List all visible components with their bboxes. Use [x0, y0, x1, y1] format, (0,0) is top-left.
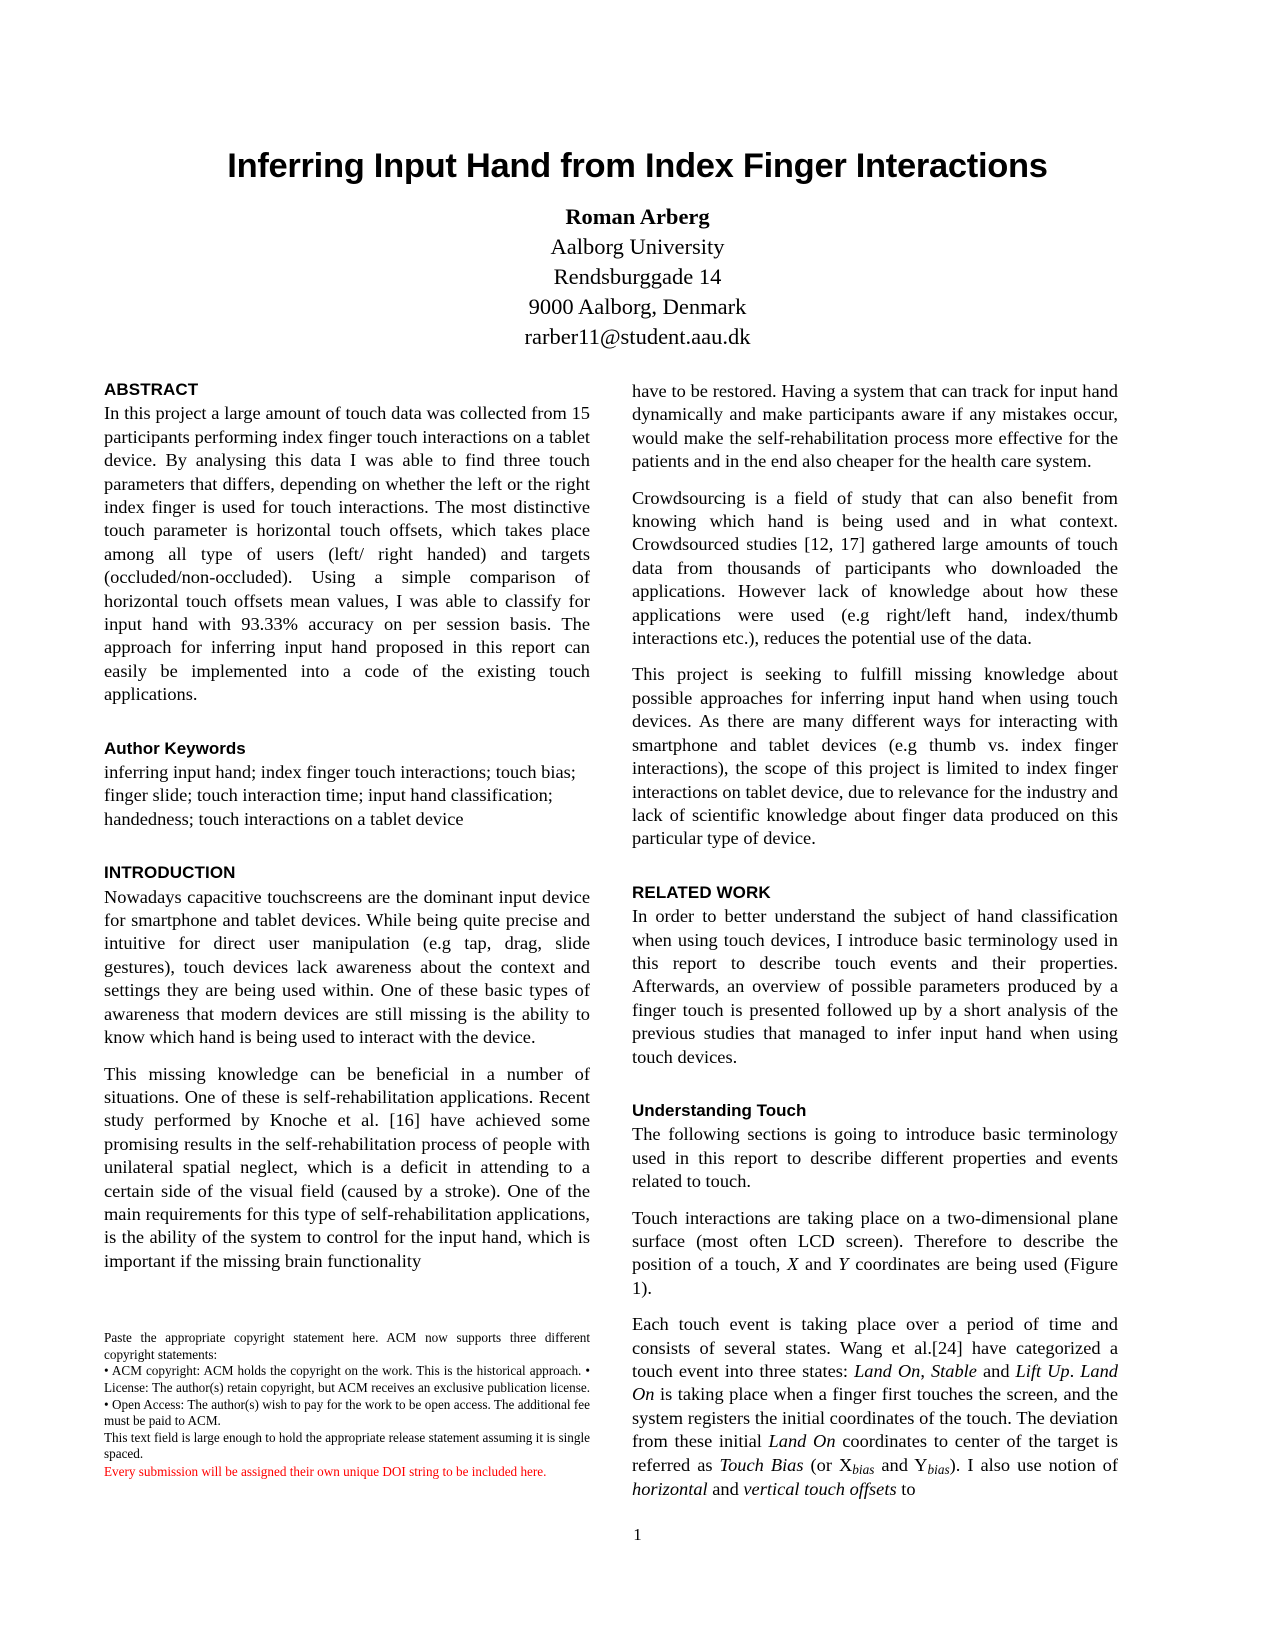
text-run: coordinates to center of the target is referred as	[632, 1431, 1119, 1475]
author-street: Rendsburggade 14	[553, 263, 722, 289]
text-run: ). I also use notion of	[949, 1454, 1118, 1475]
left-column	[104, 380, 590, 1273]
crowdsourcing-paragraph: Crowdsourcing is a field of study that can also benefit from knowing which hand is being used and in what context. Crowdsourced studies [12, 17] gathered large amounts of touch data from thousands of participants who downloaded the applications. However lack of knowledge about how these applications were used (e.g right/left hand, index/thumb interactions etc.), reduces the potential use of the data.	[632, 487, 1118, 649]
copyright-footnote	[104, 1330, 590, 1481]
term-vertical-touch-offsets: vertical touch offsets	[743, 1479, 897, 1500]
term-land-on: Land On	[768, 1431, 836, 1452]
continued-paragraph: have to be restored. Having a system that can track for input hand dynamically and make participants aware if any mistakes occur, would make the self-rehabilitation process more effective for the patients and in the end also cheaper for the health care system.	[632, 381, 1118, 472]
author-name: Roman Arberg	[565, 204, 710, 229]
right-column	[632, 380, 1118, 1502]
footnote-doi-line: Every submission will be assigned their own unique DOI string to be included here.	[104, 1464, 547, 1479]
term-horizontal: horizontal	[632, 1479, 708, 1500]
term-lift-up: Lift Up	[1015, 1361, 1070, 1381]
text-run: .	[1069, 1361, 1081, 1381]
footnote-line-2: This text field is large enough to hold the appropriate release statement assuming it is single spaced.	[104, 1429, 590, 1462]
spacer	[104, 844, 590, 863]
footnote-line-1: Paste the appropriate copyright statement here. ACM now supports three different copyright statements:	[104, 1330, 590, 1362]
text-run: and	[798, 1254, 839, 1275]
author-city: 9000 Aalborg, Denmark	[528, 293, 747, 319]
understanding-paragraph-1: The following sections is going to introduce basic terminology used in this report to describe different properties and events related to touch.	[632, 1124, 1118, 1192]
footnote-bullet-open-access: • Open Access: The author(s) wish to pay for the work to be open access. The additional fee must be paid to ACM.	[104, 1396, 590, 1429]
touch-event-paragraph	[632, 1313, 1118, 1502]
related-work-paragraph: In order to better understand the subject of hand classification when using touch devices, I introduce basic terminology used in this report to describe touch events and their properties. Afterwards, an overview of possible parameters produced by a finger touch is presented followed up by a short analysis of the previous studies that managed to infer input hand when using touch devices.	[632, 906, 1118, 1067]
text-run: to	[896, 1479, 916, 1500]
author-keywords-text: inferring input hand; index finger touch interactions; touch bias; finger slide; touch interaction time; input hand classification; handedness; touch interactions on a tablet device	[104, 762, 576, 829]
term-touch-bias: Touch Bias	[719, 1454, 804, 1475]
page-title: Inferring Input Hand from Index Finger Interactions	[227, 147, 1048, 185]
author-affiliation: Aalborg University	[550, 233, 725, 259]
text-run: is taking place when a finger first touches the screen, and the system registers the initial coordinates of the touch. The deviation from these initial	[632, 1384, 1118, 1452]
project-scope-paragraph: This project is seeking to fulfill missing knowledge about possible approaches for inferring input hand when using touch devices. As there are many different ways for interacting with smartphone and tablet devices (e.g thumb vs. index finger interactions), the scope of this project is limited to index finger interactions on tablet device, due to relevance for the industry and lack of scientific knowledge about finger data produced on this particular type of device.	[632, 664, 1118, 849]
understanding-paragraph-2	[632, 1207, 1118, 1301]
coordinate-x: X	[787, 1254, 799, 1275]
abstract-heading: ABSTRACT	[104, 380, 199, 399]
term-land-on: Land On	[632, 1361, 1119, 1405]
text-run: ,	[920, 1361, 931, 1381]
subscript-bias: bias	[927, 1461, 950, 1477]
author-block	[100, 202, 1175, 352]
author-keywords-heading: Author Keywords	[104, 738, 246, 758]
text-run: Touch interactions are taking place on a two-dimensional plane surface (most often LCD screen). Therefore to describe the position of a touch,	[632, 1207, 1118, 1275]
subscript-bias: bias	[852, 1461, 875, 1477]
spacer	[632, 864, 1118, 883]
footnote-bullet-license: • License: The author(s) retain copyright, but ACM receives an exclusive publication license.	[104, 1363, 590, 1395]
spacer	[104, 720, 590, 739]
text-run: and	[707, 1479, 744, 1500]
intro-paragraph-1: Nowadays capacitive touchscreens are the dominant input device for smartphone and tablet devices. While being quite precise and intuitive for direct user manipulation (e.g tap, drag, slide gestures), touch devices lack awareness about the context and settings they are being used within. One of these basic types of awareness that modern devices are still missing is the ability to know which hand is being used to interact with the device.	[104, 886, 590, 1048]
introduction-heading: INTRODUCTION	[104, 863, 236, 883]
text-run: and	[976, 1361, 1016, 1381]
term-land-on: Land On	[854, 1361, 921, 1381]
understanding-touch-heading: Understanding Touch	[632, 1100, 807, 1120]
term-stable: Stable	[930, 1361, 977, 1381]
footnote-bullet-acm-copyright: • ACM copyright: ACM holds the copyright on the work. This is the historical approach.	[104, 1363, 582, 1379]
text-run: (or X	[803, 1454, 853, 1475]
author-email: rarber11@student.aau.dk	[524, 323, 751, 349]
intro-paragraph-2: This missing knowledge can be beneficial in a number of situations. One of these is self-rehabilitation applications. Recent study performed by Knoche et al. [16] have achieved some promising results in the self-rehabilitation process of people with unilateral spatial neglect, which is a deficit in attending to a certain side of the visual field (caused by a stroke). One of the main requirements for this type of self-rehabilitation applications, is the ability of the system to control for the input hand, which is important if the missing brain functionality	[104, 1063, 590, 1271]
text-run: coordinates are being used (Figure 1).	[632, 1254, 1118, 1298]
related-work-heading: RELATED WORK	[632, 882, 771, 902]
text-run: and Y	[874, 1454, 928, 1475]
coordinate-y: Y	[838, 1254, 849, 1275]
spacer	[632, 1082, 1118, 1101]
page-number: 1	[633, 1525, 642, 1544]
abstract-text: In this project a large amount of touch data was collected from 15 participants performing index finger touch interactions on a tablet device. By analysing this data I was able to find three touch parameters that differs, depending on whether the left or the right index finger is used for touch interactions. The most distinctive touch parameter is horizontal touch offsets, which takes place among all type of users (left/ right handed) and targets (occluded/non-occluded). Using a simple comparison of horizontal touch offsets mean values, I was able to classify for input hand with 93.33% accuracy on per session basis. The approach for inferring input hand proposed in this report can easily be implemented into a code of the existing touch applications.	[104, 403, 590, 705]
text-run: Each touch event is taking place over a period of time and consists of several states. Wang et al.[24] have categorized a touch event into three states:	[632, 1314, 1118, 1381]
